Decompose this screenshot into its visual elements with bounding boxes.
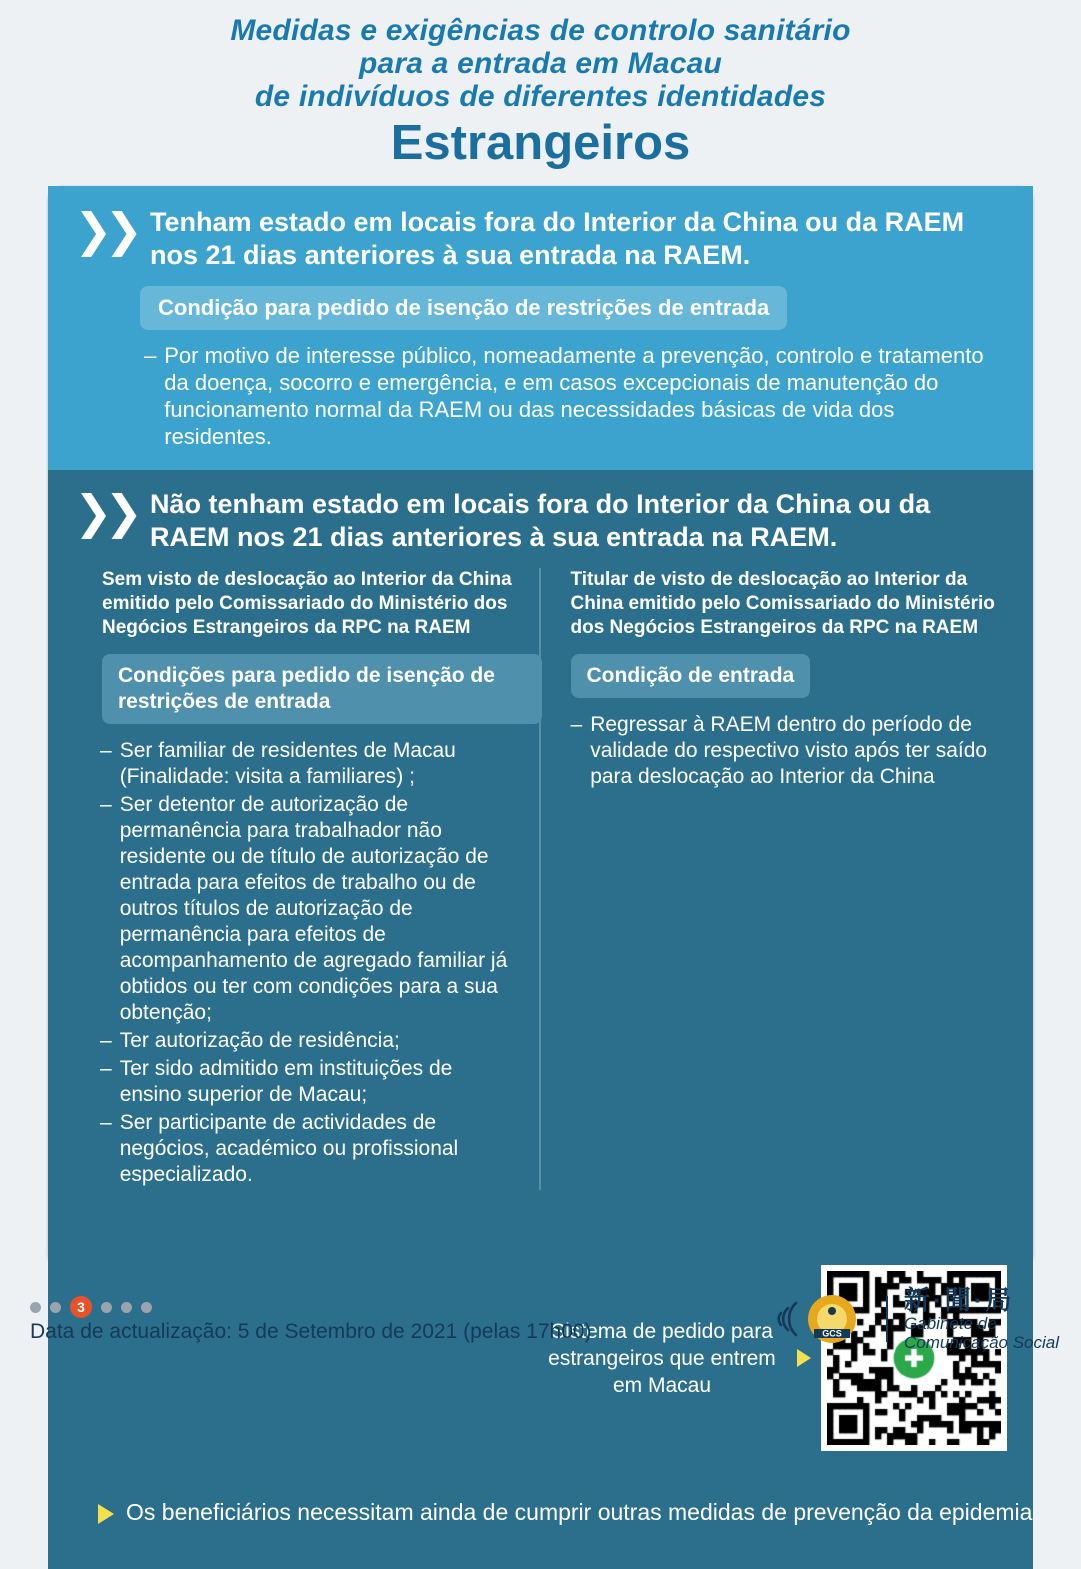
page-title: Estrangeiros (390, 116, 691, 170)
section1-condition-pill: Condição para pedido de isenção de restrições de entrada (140, 286, 787, 330)
section2-heading: Não tenham estado em locais fora do Interior da China ou da RAEM nos 21 dias anteriores à sua entrada na RAEM. (150, 489, 931, 552)
section-traveled-abroad (48, 186, 1033, 470)
update-date: Data de actualização: 5 de Setembro de 2021 (pelas 17h00) (30, 1320, 592, 1343)
left-subheading: Sem visto de deslocação ao Interior da China emitido pelo Comissariado do Ministério dos Negócios Estrangeiros da RPC na RAEM (102, 569, 512, 638)
page-header (0, 0, 1081, 171)
list-item-dash: – (570, 713, 583, 736)
column-with-visa (541, 568, 1008, 1190)
page-dot-6[interactable] (141, 1302, 152, 1313)
section2-heading-row (74, 485, 1007, 554)
list-item-dash: – (100, 1057, 112, 1080)
logo-text-cn: 新·聞·局 (904, 1285, 1015, 1315)
section1-heading-row (74, 203, 1007, 272)
svg-text:GCS: GCS (822, 1328, 842, 1339)
list-item-text: Ter sido admitido em instituições de ensino superior de Macau; (119, 1057, 453, 1106)
list-item (100, 1028, 513, 1054)
list-item-dash: – (100, 793, 112, 816)
header-line-3: de indivíduos de diferentes identidades (254, 80, 827, 113)
list-item-dash: – (100, 739, 112, 762)
page-dot-5[interactable] (121, 1302, 132, 1313)
section-not-traveled-abroad (48, 470, 1033, 1569)
logo-divider (886, 1296, 888, 1342)
chevron-double-right-icon: ❯❯ (74, 203, 136, 257)
page-indicator[interactable] (30, 1296, 152, 1318)
list-item (100, 738, 513, 790)
list-item (571, 712, 1008, 790)
bottom-bar (0, 1280, 1081, 1351)
section1-dash: – (144, 343, 157, 368)
left-condition-list (100, 738, 513, 1188)
chevron-double-right-icon-2: ❯❯ (74, 485, 136, 539)
header-line-2: para a entrada em Macau (358, 47, 723, 80)
gcs-logo (774, 1286, 1059, 1352)
header-line-1: Medidas e exigências de controlo sanitário (230, 14, 851, 47)
list-item-text: Ser participante de actividades de negócios, académico ou profissional especializado. (119, 1111, 459, 1186)
page-dot-4[interactable] (101, 1302, 112, 1313)
gcs-logo-mark (774, 1289, 870, 1349)
section1-paragraph (144, 342, 1007, 450)
list-item-dash: – (100, 1111, 112, 1134)
list-item (100, 792, 513, 1026)
list-item (100, 1110, 513, 1188)
list-item-text: Ser detentor de autorização de permanência para trabalhador não residente ou de título de autorização de entrada para efeitos de trabalho ou de outros títulos de autorização de permanência para efeitos de acompanhamento de agregado familiar já obtidos ou ter com condições para a sua obtenção; (119, 793, 508, 1024)
logo-text-pt-1: Gabinete de (904, 1314, 997, 1333)
left-condition-pill: Condições para pedido de isenção de restrições de entrada (102, 654, 542, 724)
page-dot-1[interactable] (30, 1302, 41, 1313)
section1-pill-wrap (140, 286, 1007, 330)
right-condition-list (571, 712, 1008, 790)
right-condition-pill: Condição de entrada (571, 654, 811, 698)
list-item-text: Ser familiar de residentes de Macau (Finalidade: visita a familiares) ; (119, 739, 456, 788)
section1-heading: Tenham estado em locais fora do Interior da China ou da RAEM nos 21 dias anteriores à sua entrada na RAEM. (150, 207, 965, 270)
list-item-text: Ter autorização de residência; (119, 1029, 400, 1052)
triangle-right-icon-2 (98, 1504, 114, 1524)
list-item (100, 1056, 513, 1108)
qr-caption: Sistema de pedido para estrangeiros que entrem em Macau (548, 1319, 776, 1397)
right-subheading: Titular de visto de deslocação ao Interior da China emitido pelo Comissariado do Ministério dos Negócios Estrangeiros da RPC na RAEM (570, 569, 995, 638)
list-item-text: Regressar à RAEM dentro do período de validade do respectivo visto após ter saído para deslocação ao Interior da China (590, 713, 988, 788)
gcs-emblem-icon (774, 1289, 870, 1349)
list-item-dash: – (100, 1029, 112, 1052)
page-dot-2[interactable] (50, 1302, 61, 1313)
footnote-row (98, 1497, 1032, 1527)
section1-paragraph-text: Por motivo de interesse público, nomeadamente a prevenção, controlo e tratamento da doença, socorro e emergência, e em casos excepcionais de manutenção do funcionamento normal da RAEM ou das necessidades básicas de vida dos residentes. (164, 343, 984, 449)
logo-text-pt-2: Comunicação Social (904, 1333, 1059, 1352)
page-dot-current[interactable]: 3 (70, 1296, 92, 1318)
column-without-visa (74, 568, 541, 1190)
section2-columns (74, 568, 1007, 1190)
footnote-text: Os beneficiários necessitam ainda de cumprir outras medidas de prevenção da epidemia (126, 1499, 1033, 1525)
logo-text-block (904, 1286, 1059, 1352)
